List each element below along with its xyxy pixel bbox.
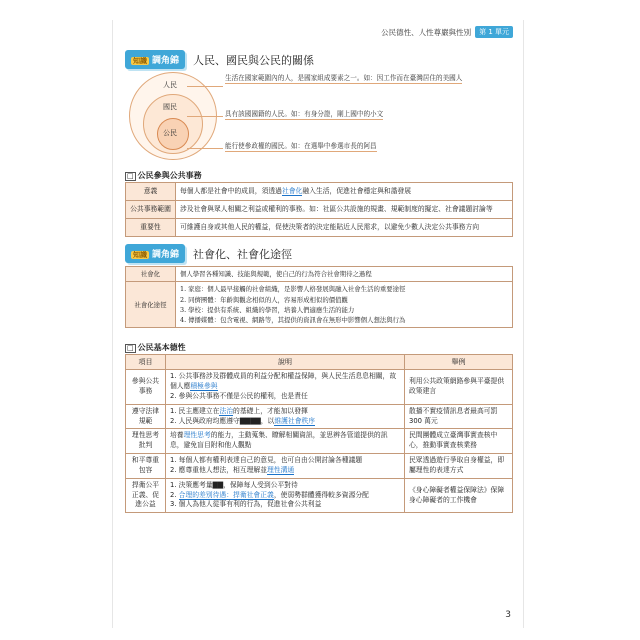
row-label: 捍衛公平正義、促進公益 [126, 478, 166, 513]
row-description: 培養理性思考的能力，主動蒐集、瞭解相關資訊，並思辨各管道提供的訊息，避免盲目附和他人觀點 [166, 429, 405, 454]
row-label: 遵守法律規範 [126, 404, 166, 429]
label-citizens: 公民 [163, 129, 177, 137]
subsection-heading-1: □ 公民參與公共事務 [127, 171, 202, 180]
row-description: 1. 決策應考量▇▇，保障每人受到公平對待 2. 合理的差別待遇：捍衛社會正義，使弱勢群體獲得較多資源分配 3. 個人為他人從事有利的行為，促進社會公共利益 [166, 478, 405, 513]
page-number: 3 [505, 610, 511, 620]
column-header: 說明 [166, 355, 405, 370]
row-example: 《身心障礙者權益保障法》保障身心障礙者的工作機會 [405, 478, 513, 513]
connector-line [187, 148, 223, 149]
row-label: 社會化途徑 [126, 282, 176, 328]
definition-citizens: 能行使參政權的國民。如：在選舉中參選市長的阿昌 [225, 142, 377, 150]
subsection-heading-2: □ 公民基本德性 [127, 343, 186, 352]
row-text: 涉及社會與眾人相關之利益或權利的事務。如：社區公共設施的規畫、規範制度的擬定、社會議題討論等 [176, 201, 513, 219]
row-label: 意義 [126, 183, 176, 201]
connector-line [187, 86, 223, 87]
row-example: 民間團體成立臺灣事實查核中心，推動事實查核業務 [405, 429, 513, 454]
connector-line [187, 116, 223, 117]
row-example: 散播不實疫情訊息者最高可罰 300 萬元 [405, 404, 513, 429]
row-example: 利用公共政策網路參與平臺提供政策建言 [405, 370, 513, 405]
section-heading-2 [125, 244, 292, 263]
table-row [126, 454, 513, 479]
row-label: 參與公共事務 [126, 370, 166, 405]
page-header [381, 26, 513, 38]
column-header: 舉例 [405, 355, 513, 370]
row-description: 1. 每個人都有權利表達自己的意見，也可自由公開討論各種議題 2. 應尊重他人想法，相互理解並理性溝通 [166, 454, 405, 479]
section-title: 人民、國民與公民的關係 [193, 53, 315, 67]
row-text: 1. 家庭：個人最早接觸的社會組織，是影響人格發展與融入社會生活的重要途徑 2. 同儕團體：年齡與觀念相似的人，容易形成相似的價值觀 3. 學校：提供有系統、組織的學習，培養人們適應生活的能力 4. 傳播媒體：包含電視、網路等，其提供的資訊會在無形中影響個人想法與行為 [176, 282, 513, 328]
row-text: 可維護自身或其他人民的權益，促使決策者的決定能貼近人民需求，以避免少數人決定公共事務方向 [176, 219, 513, 237]
section-title: 社會化、社會化途徑 [193, 247, 293, 261]
table-row [126, 429, 513, 454]
section-heading-1 [125, 50, 314, 69]
definition-nationals: 具有該國國籍的人民。如：有身分證，剛上國中的小文 [225, 110, 384, 118]
textbook-page [112, 20, 524, 628]
row-label: 社會化 [126, 267, 176, 282]
row-example: 民眾透過遊行爭取自身權益，即屬理性的表達方式 [405, 454, 513, 479]
table-row [126, 201, 513, 219]
row-label: 重要性 [126, 219, 176, 237]
label-people: 人民 [163, 81, 177, 89]
row-text: 個人學習各種知識、技能與規範，使自己的行為符合社會期待之過程 [176, 267, 513, 282]
citizen-diagram [125, 72, 515, 164]
label-nationals: 國民 [163, 103, 177, 111]
row-label: 和平尊重包容 [126, 454, 166, 479]
table-row [126, 282, 513, 328]
table-row [126, 219, 513, 237]
chapter-title: 公民德性、人性尊嚴與性別 [381, 27, 472, 37]
table-row [126, 404, 513, 429]
section-badge: 知識 調角錦 [125, 50, 185, 69]
section-badge: 知識 調角錦 [125, 244, 185, 263]
table-header-row [126, 355, 513, 370]
table-row [126, 370, 513, 405]
table-row [126, 267, 513, 282]
row-description: 1. 公共事務涉及群體成員的利益分配和權益保障，與人民生活息息相關，故個人應積極參與 2. 參與公共事務不僅是公民的權利，也是責任 [166, 370, 405, 405]
table-row [126, 183, 513, 201]
table-row [126, 478, 513, 513]
column-header: 項目 [126, 355, 166, 370]
row-label: 公共事務範圍 [126, 201, 176, 219]
civic-virtue-table [125, 354, 513, 513]
row-label: 理性思考批判 [126, 429, 166, 454]
socialization-table [125, 266, 513, 328]
unit-badge: 第 1 單元 [475, 26, 513, 38]
row-text: 每個人都是社會中的成員，須透過社會化融入生活，促進社會穩定與和諧發展 [176, 183, 513, 201]
definition-people: 生活在國家範圍內的人，是國家組成要素之一。如：因工作而在臺灣居住的美國人 [225, 74, 463, 82]
public-affairs-table [125, 182, 513, 237]
row-description: 1. 民主應建立在法治的基礎上，才能加以發揮 2. 人民與政府均應遵守▇▇▇▇，以維護社會秩序 [166, 404, 405, 429]
